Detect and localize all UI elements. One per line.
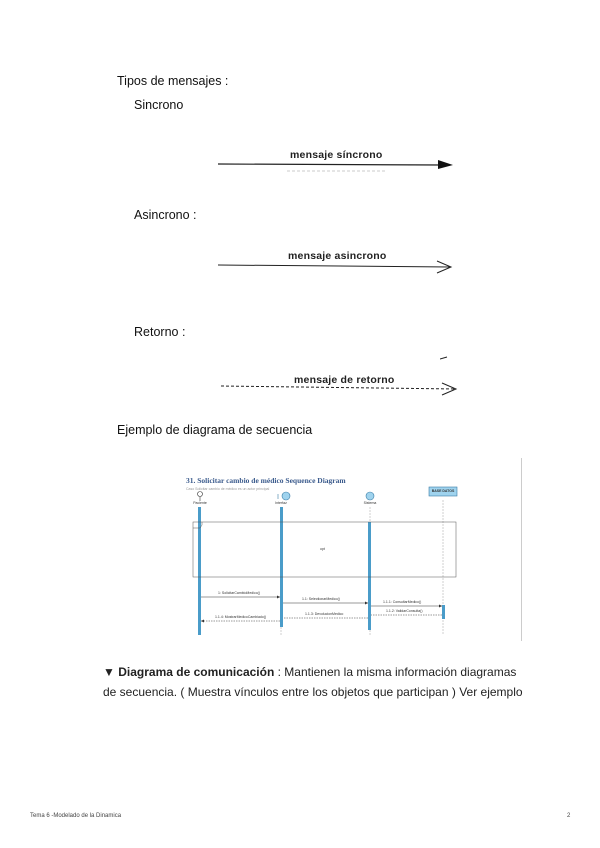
return-arrow-text: mensaje de retorno [294,374,395,386]
sync-label: Sincrono [134,98,184,112]
lifeline-interfaz: Interfaz [275,501,287,505]
message-1: 1: SolicitarCambioMedico() [218,591,261,595]
page-number: 2 [567,813,571,819]
diagram-title: 31. Solicitar cambio de médico Sequence Diagram [186,476,346,485]
diagram-subtitle: Caso Solicitar cambio de médico es un actor principal [186,487,270,491]
async-arrow-text: mensaje asincrono [288,250,387,262]
frame-divider [521,458,522,641]
async-label: Asincrono : [134,208,197,222]
communication-line-1 [103,662,516,682]
lifeline-sistema: Sistema [363,501,377,505]
communication-line-2: de secuencia. ( Muestra vínculos entre los objetos que participan ) Ver ejemplo [103,685,523,699]
communication-title: Diagrama de comunicación [118,665,275,679]
triangle-bullet-icon: ▼ [103,665,115,679]
async-arrow-icon [215,259,460,275]
lifeline-base-datos: BASE DATOS [431,489,455,493]
sync-arrow-icon [215,158,460,172]
footer-title: Tema 6 -Modelado de la Dinamica [30,813,122,819]
return-arrow-icon [218,381,463,397]
lifeline-paciente: Paciente [193,501,207,505]
message-6: 1.1.4: MostrarMedicoCambiado() [215,615,267,619]
sequence-diagram [180,470,460,640]
sync-arrow-text: mensaje síncrono [290,149,383,161]
message-5: 1.1.3: DevolucionMedico [305,612,344,616]
message-3: 1.1.1: ConsultarMedico() [383,600,422,604]
communication-desc: : Mantienen la misma información diagramas [274,665,517,679]
message-2: 1.1: SelectionarMedico() [302,597,340,601]
opt-label: opt [320,547,325,551]
return-label: Retorno : [134,325,186,339]
stray-mark-icon [440,356,448,360]
message-4: 1.1.2: ValidarConsulta() [386,609,423,613]
types-heading: Tipos de mensajes : [117,74,229,88]
example-heading: Ejemplo de diagrama de secuencia [117,423,313,437]
